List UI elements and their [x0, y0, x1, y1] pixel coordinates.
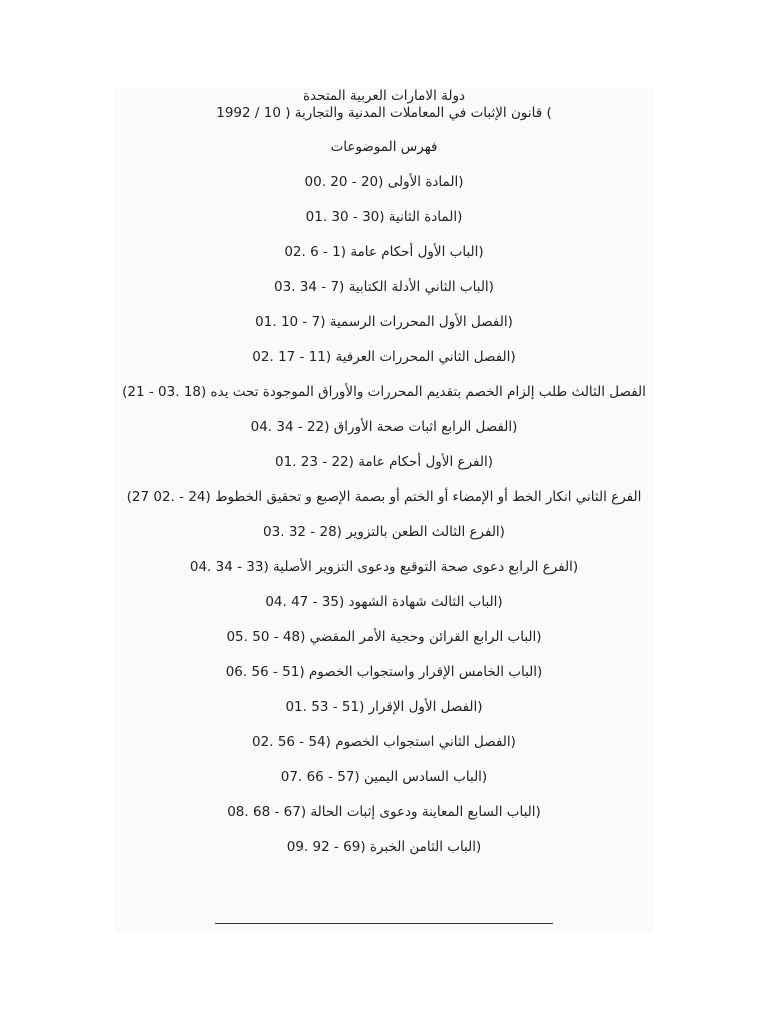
toc-entry: (الباب السابع المعاينة ودعوى إثبات الحالة (67 - 68 .08: [227, 804, 541, 820]
document-content: [115, 88, 653, 874]
toc-entry: (الباب الرابع القرائن وحجية الأمر المقضي (48 - 50 .05: [226, 629, 542, 645]
toc-entry: الفصل الثالث طلب إلزام الخصم بتقديم المحررات والأوراق الموجودة تحت يده (18 .03 - 21): [122, 384, 646, 400]
law-title: ) قانون الإثبات في المعاملات المدنية والتجارية ( 10 / 1992: [216, 105, 552, 121]
toc-entry: (الفرع الأول أحكام عامة (22 - 23 .01: [275, 454, 493, 470]
toc-entry: (الفصل الثاني استجواب الخصوم (54 - 56 .02: [252, 734, 516, 750]
toc-entry: (الفرع الثالث الطعن بالتزوير (28 - 32 .03: [263, 524, 505, 540]
toc-entry: (الباب الثالث شهادة الشهود (35 - 47 .04: [265, 594, 503, 610]
country-heading: دولة الامارات العربية المتحدة: [302, 88, 466, 104]
document-page: [115, 88, 653, 933]
separator-rule: [215, 923, 553, 924]
toc-entry: (الباب الخامس الإقرار واستجواب الخصوم (51 - 56 .06: [225, 664, 543, 680]
toc-entry: (الباب الأول أحكام عامة (1 - 6 .02: [284, 244, 484, 260]
toc-entry: (الباب السادس اليمين (57 - 66 .07: [280, 769, 488, 785]
toc-entry: (الفصل الرابع اثبات صحة الأوراق (22 - 34 .04: [250, 419, 518, 435]
toc-entry: (الفصل الثاني المحررات العرفية (11 - 17 .02: [252, 349, 516, 365]
toc-entry: (الفصل الأول الإقرار (51 - 53 .01: [285, 699, 483, 715]
toc-entry: (الباب الثامن الخبرة (69 - 92 .09: [286, 839, 482, 855]
toc-title: فهرس الموضوعات: [330, 139, 438, 155]
toc-entry: (الفصل الأول المحررات الرسمية (7 - 10 .01: [255, 314, 513, 330]
toc-entry: الفرع الثاني انكار الخط أو الإمضاء أو الختم أو بصمة الإصبع و تحقيق الخطوط (24 - .02 27): [126, 489, 642, 505]
toc-entry: (المادة الثانية (30 - 30 .01: [305, 209, 463, 225]
toc-entry: (الفرع الرابع دعوى صحة التوقيع ودعوى التزوير الأصلية (33 - 34 .04: [189, 559, 579, 575]
toc-entry: (المادة الأولى (20 - 20 .00: [304, 174, 464, 190]
toc-entry: (الباب الثاني الأدلة الكتابية (7 - 34 .03: [274, 279, 494, 295]
